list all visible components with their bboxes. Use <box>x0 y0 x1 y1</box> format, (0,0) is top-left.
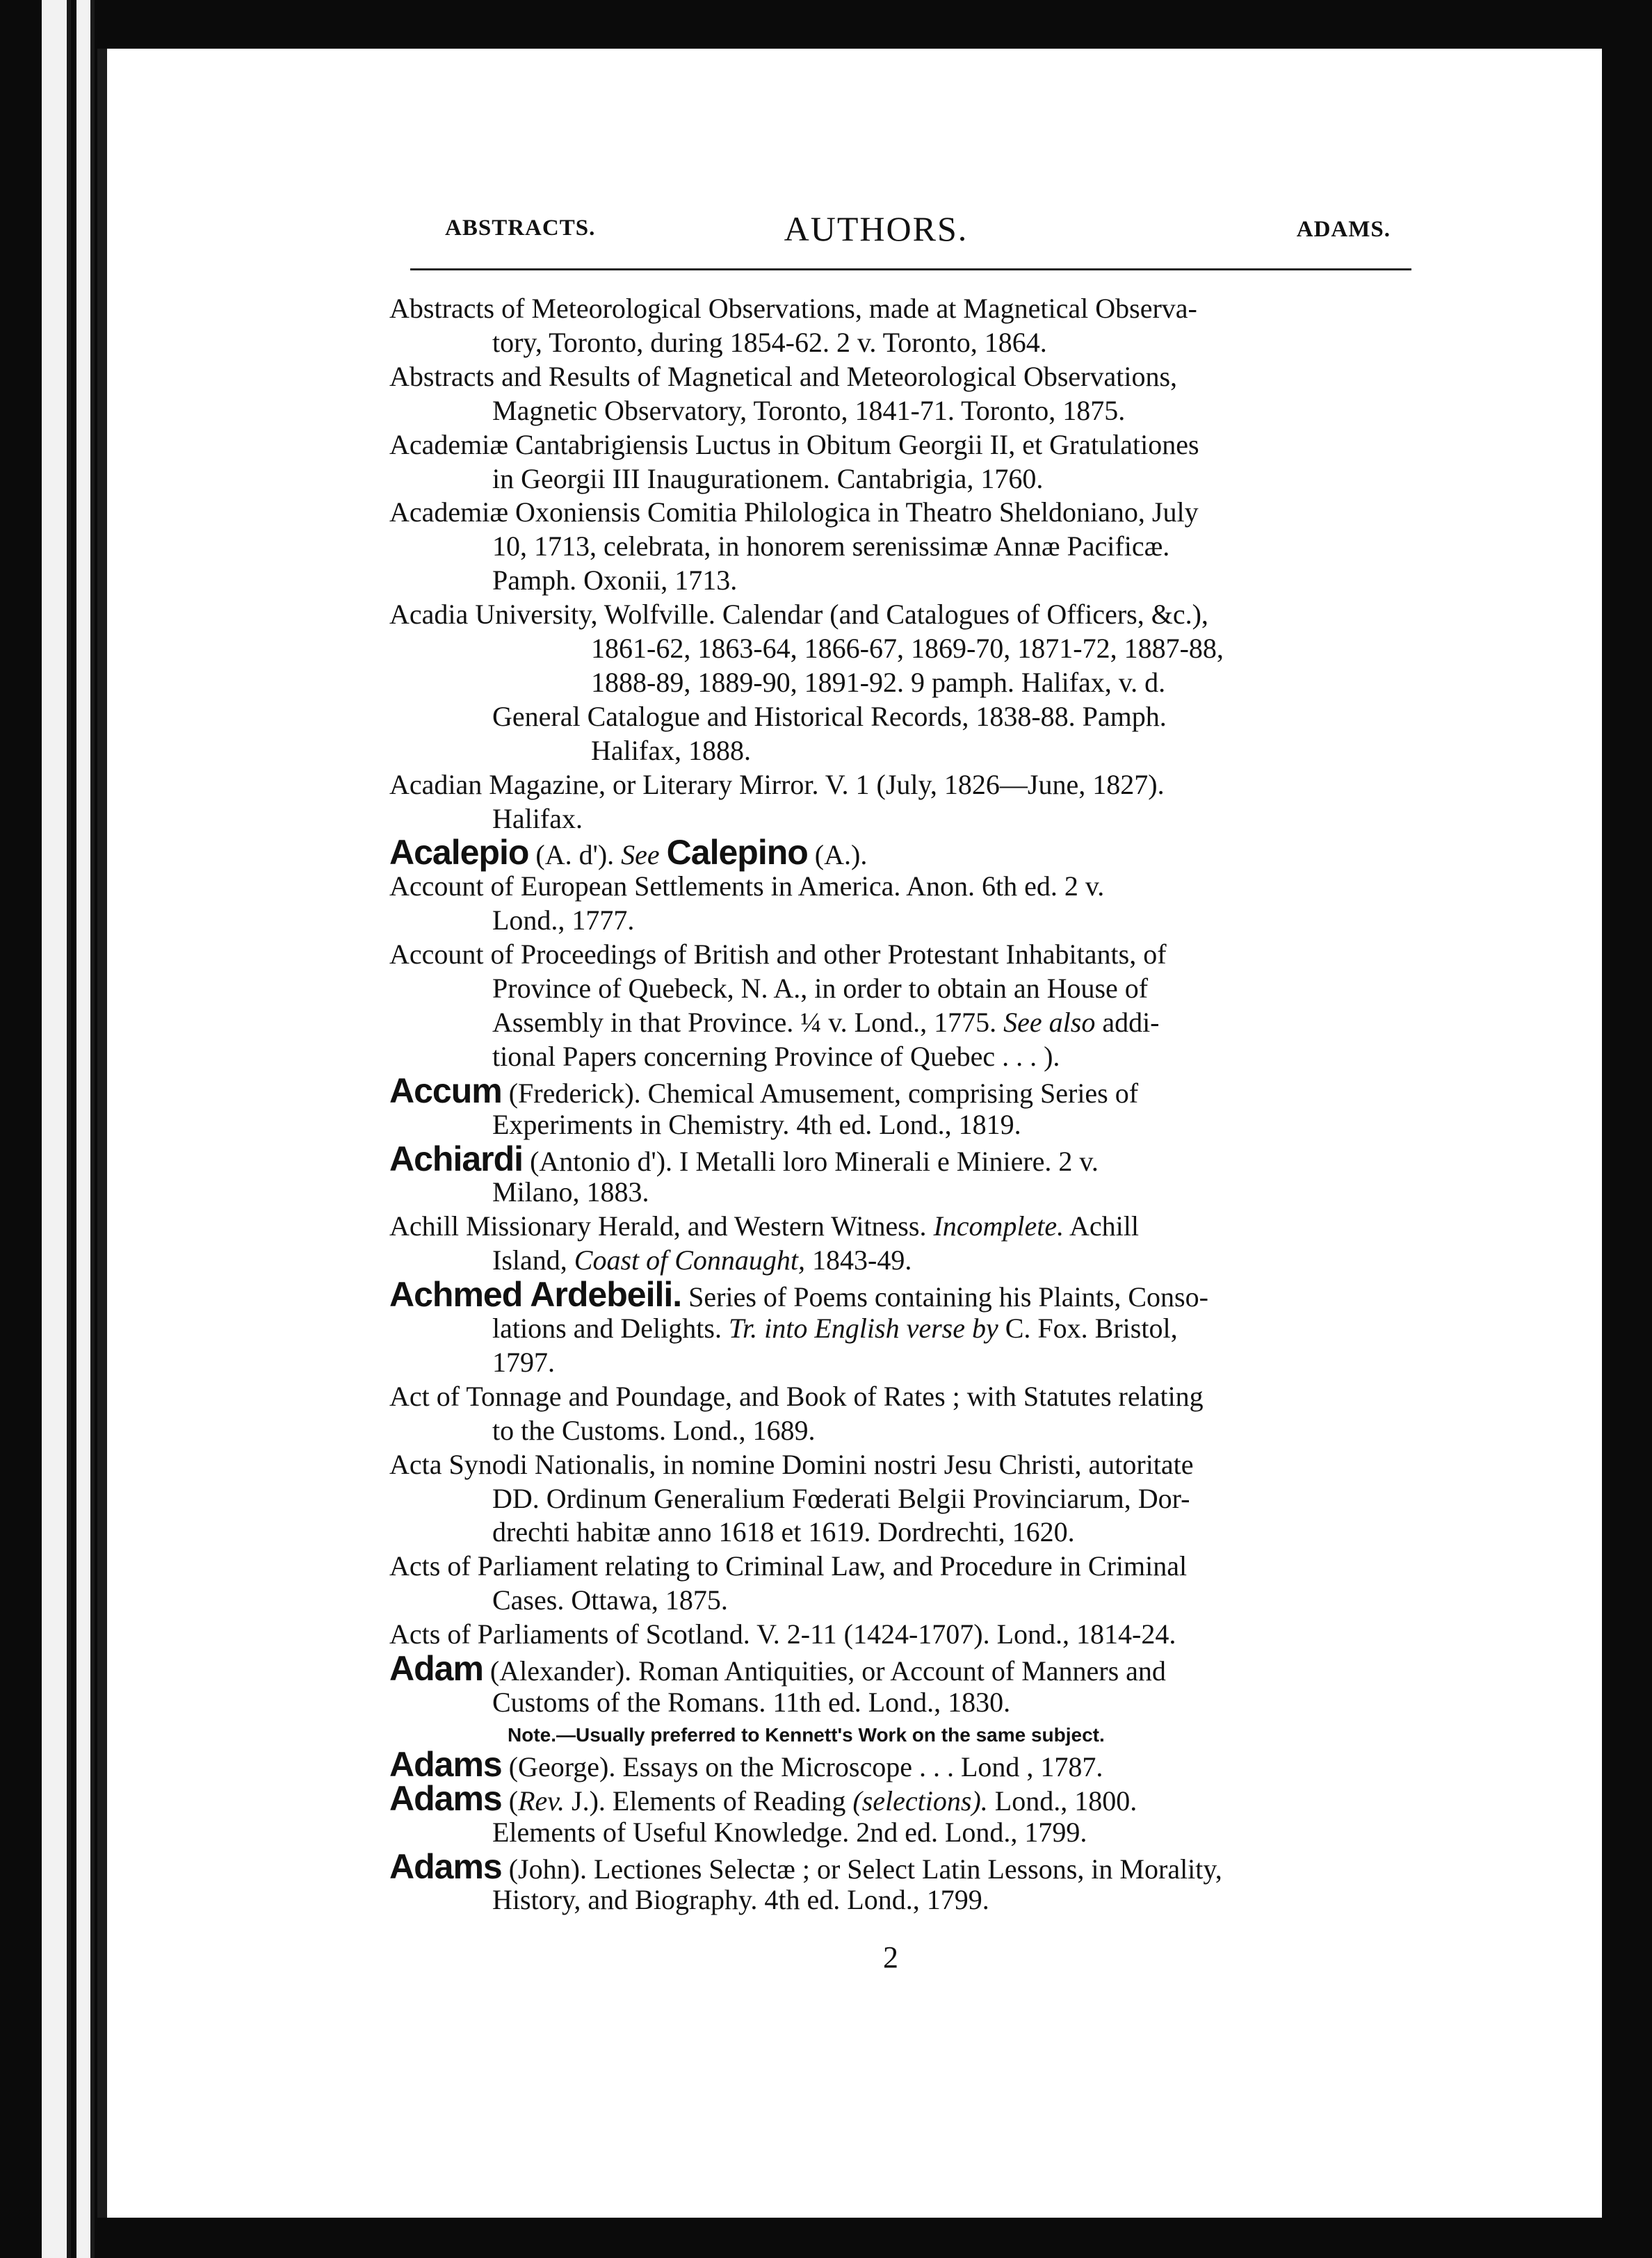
entry-line <box>389 360 1177 393</box>
entry-text: Halifax. <box>492 802 583 834</box>
italic-text: Coast of Connaught, <box>574 1244 806 1276</box>
italic-text: Tr. into English verse by <box>728 1313 998 1344</box>
entry-line <box>492 1006 1160 1039</box>
entry-text <box>660 839 667 870</box>
entry-text: Academiæ Cantabrigiensis Luctus in Obitum Georgii II, et Gratulationes <box>389 428 1199 460</box>
entry-text: History, and Biography. 4th ed. Lond., 1799. <box>492 1884 989 1916</box>
entry-text: C. Fox. Bristol, <box>998 1313 1178 1344</box>
entry-line <box>492 326 1047 359</box>
entry-text: Magnetic Observatory, Toronto, 1841-71. Toronto, 1875. <box>492 394 1126 426</box>
entry-line <box>492 1346 555 1379</box>
entry-text: ( <box>501 1785 519 1817</box>
entry-text: (Antonio d'). I Metalli loro Minerali e Miniere. 2 v. <box>523 1145 1099 1177</box>
entry-text: Achill <box>1064 1210 1139 1242</box>
entry-line <box>591 666 1165 699</box>
entry-line <box>389 938 1167 971</box>
entry-text: Acts of Parliaments of Scotland. V. 2-11 (1424-1707). Lond., 1814-24. <box>389 1618 1176 1650</box>
entry-text: Abstracts and Results of Magnetical and Meteorological Observations, <box>389 360 1178 392</box>
entry-line <box>492 1040 1060 1073</box>
entry-line <box>389 1139 1099 1178</box>
entry-text: tory, Toronto, during 1854-62. 2 v. Toronto, 1864. <box>492 326 1047 358</box>
entry-text: J.). Elements of Reading <box>565 1785 853 1817</box>
entry-text: Acadia University, Wolfville. Calendar (and Catalogues of Officers, &c.), <box>389 599 1208 631</box>
author-heading: Achmed Ardebeili. <box>389 1275 682 1315</box>
entry-line <box>492 1108 1021 1142</box>
entry-line <box>492 972 1148 1005</box>
running-header <box>348 209 1404 264</box>
entry-line <box>492 564 737 597</box>
entry-text: Acadian Magazine, or Literary Mirror. V. 1 (July, 1826—June, 1827). <box>389 768 1165 800</box>
author-heading: Adams <box>389 1778 502 1818</box>
entry-text: Achill Missionary Herald, and Western Witness. <box>389 1210 934 1242</box>
entry-text: in Georgii III Inaugurationem. Cantabrigia, 1760. <box>492 462 1044 494</box>
entry-text: (Alexander). Roman Antiquities, or Account of Manners and <box>483 1655 1166 1687</box>
entry-text: Experiments in Chemistry. 4th ed. Lond., 1819. <box>492 1108 1021 1140</box>
author-heading: Adams <box>389 1846 502 1886</box>
entry-line <box>492 1686 1010 1719</box>
entry-text: 1888-89, 1889-90, 1891-92. 9 pamph. Halifax, v. d. <box>591 666 1166 698</box>
entry-line <box>389 1380 1204 1413</box>
entry-text: Island, <box>492 1244 574 1276</box>
italic-text: See <box>621 839 660 871</box>
entry-text: Account of European Settlements in America. Anon. 6th ed. 2 v. <box>389 870 1105 902</box>
entry-text: (George). Essays on the Microscope . . . Lond , 1787. <box>501 1751 1103 1782</box>
entry-text: addi- <box>1095 1006 1160 1038</box>
entry-line <box>389 428 1199 462</box>
entry-line <box>389 1071 1139 1110</box>
entry-line <box>492 1244 912 1277</box>
entry-line <box>389 1550 1187 1583</box>
binding-edge-1 <box>42 0 71 2258</box>
entry-text: 10, 1713, celebrata, in honorem serenissimæ Annæ Pacificæ. <box>492 530 1170 562</box>
entry-text: (Frederick). Chemical Amusement, comprising Series of <box>501 1077 1139 1109</box>
author-heading: Accum <box>389 1071 502 1110</box>
entry-text: lations and Delights. <box>492 1313 729 1344</box>
entry-text: Pamph. Oxonii, 1713. <box>492 564 738 596</box>
entry-text: 1843-49. <box>805 1244 912 1276</box>
entry-line <box>492 1482 1190 1516</box>
entry-line <box>492 802 583 836</box>
entry-line <box>389 833 868 872</box>
entry-text: Account of Proceedings of British and other Protestant Inhabitants, of <box>389 939 1167 970</box>
binding-edge-2 <box>76 0 95 2258</box>
entry-line <box>389 1778 1137 1818</box>
entry-line <box>389 496 1199 529</box>
entry-line <box>389 870 1104 903</box>
note-line <box>508 1724 1105 1746</box>
italic-text: See also <box>1003 1006 1096 1038</box>
entry-line <box>492 1312 1178 1345</box>
entry-text: Cases. Ottawa, 1875. <box>492 1584 728 1616</box>
entry-line <box>492 1414 815 1447</box>
entry-text: Acts of Parliament relating to Criminal Law, and Procedure in Criminal <box>389 1550 1188 1582</box>
entry-line <box>591 734 751 767</box>
entry-text: Acta Synodi Nationalis, in nomine Domini nostri Jesu Christi, autoritate <box>389 1448 1194 1480</box>
entry-line <box>389 1618 1176 1651</box>
entry-line <box>389 598 1208 631</box>
entry-text: Note.—Usually preferred to Kennett's Work on the same subject. <box>508 1723 1105 1746</box>
entry-text: Lond., 1777. <box>492 904 635 936</box>
entry-text: Halifax, 1888. <box>591 734 751 766</box>
scan-right-edge <box>1610 0 1652 2258</box>
entry-line <box>492 394 1125 428</box>
entry-text: drechti habitæ anno 1618 et 1619. Dordrechti, 1620. <box>492 1516 1075 1548</box>
entry-line <box>492 1176 649 1209</box>
entry-text: Act of Tonnage and Poundage, and Book of Rates ; with Statutes relating <box>389 1380 1204 1412</box>
author-heading: Calepino <box>666 833 808 872</box>
entry-line <box>492 1516 1075 1549</box>
entry-line <box>492 1883 989 1917</box>
header-right-catchword: ADAMS. <box>1296 217 1391 242</box>
header-title: AUTHORS. <box>784 209 969 248</box>
entry-line <box>389 1448 1194 1481</box>
entry-text: General Catalogue and Historical Records, 1838-88. Pamph. <box>492 700 1167 732</box>
entry-line <box>389 1649 1166 1688</box>
entry-text: Elements of Useful Knowledge. 2nd ed. Lond., 1799. <box>492 1816 1087 1848</box>
entry-line <box>389 1275 1208 1315</box>
entry-text: 1797. <box>492 1346 555 1378</box>
italic-text: Incomplete. <box>933 1210 1064 1242</box>
entry-line <box>389 768 1165 802</box>
entry-text: Milano, 1883. <box>492 1176 649 1208</box>
entry-text: Assembly in that Province. ¼ v. Lond., 1775. <box>492 1006 1004 1038</box>
italic-text: Rev. <box>518 1785 565 1817</box>
entry-line <box>389 292 1197 325</box>
entry-text: Lond., 1800. <box>987 1785 1137 1817</box>
author-heading: Adams <box>389 1744 502 1784</box>
entry-line <box>492 904 634 937</box>
entry-line <box>389 1846 1222 1886</box>
entry-text: tional Papers concerning Province of Quebec . . . ). <box>492 1040 1060 1072</box>
page-number: 2 <box>883 1940 898 1974</box>
entry-text: Academiæ Oxoniensis Comitia Philologica in Theatro Sheldoniano, July <box>389 496 1199 528</box>
author-heading: Acalepio <box>389 833 529 872</box>
entry-text: (A.). <box>807 839 868 871</box>
author-heading: Achiardi <box>389 1139 524 1178</box>
entry-text: (A. d'). <box>528 839 622 871</box>
entry-line <box>492 1584 728 1617</box>
entry-text: to the Customs. Lond., 1689. <box>492 1414 816 1446</box>
entry-text: DD. Ordinum Generalium Fœderati Belgii Provinciarum, Dor- <box>492 1482 1190 1514</box>
entry-line <box>492 700 1167 733</box>
entry-line <box>492 1816 1087 1849</box>
entry-line <box>492 530 1169 563</box>
italic-text: (selections). <box>852 1785 988 1817</box>
header-rule <box>410 268 1411 270</box>
author-heading: Adam <box>389 1649 483 1688</box>
entry-text: 1861-62, 1863-64, 1866-67, 1869-70, 1871-72, 1887-88, <box>591 633 1224 664</box>
entry-line <box>591 632 1224 665</box>
entry-line <box>389 1210 1139 1243</box>
entry-text: Customs of the Romans. 11th ed. Lond., 1830. <box>492 1686 1011 1718</box>
entry-text: Province of Quebeck, N. A., in order to obtain an House of <box>492 973 1149 1004</box>
header-left-catchword: ABSTRACTS. <box>445 216 596 241</box>
entry-line <box>492 462 1043 496</box>
entry-text: (John). Lectiones Selectæ ; or Select Latin Lessons, in Morality, <box>501 1853 1222 1885</box>
entry-text: Abstracts of Meteorological Observations, made at Magnetical Observa- <box>389 293 1197 324</box>
entry-text: Series of Poems containing his Plaints, Conso- <box>681 1281 1208 1313</box>
